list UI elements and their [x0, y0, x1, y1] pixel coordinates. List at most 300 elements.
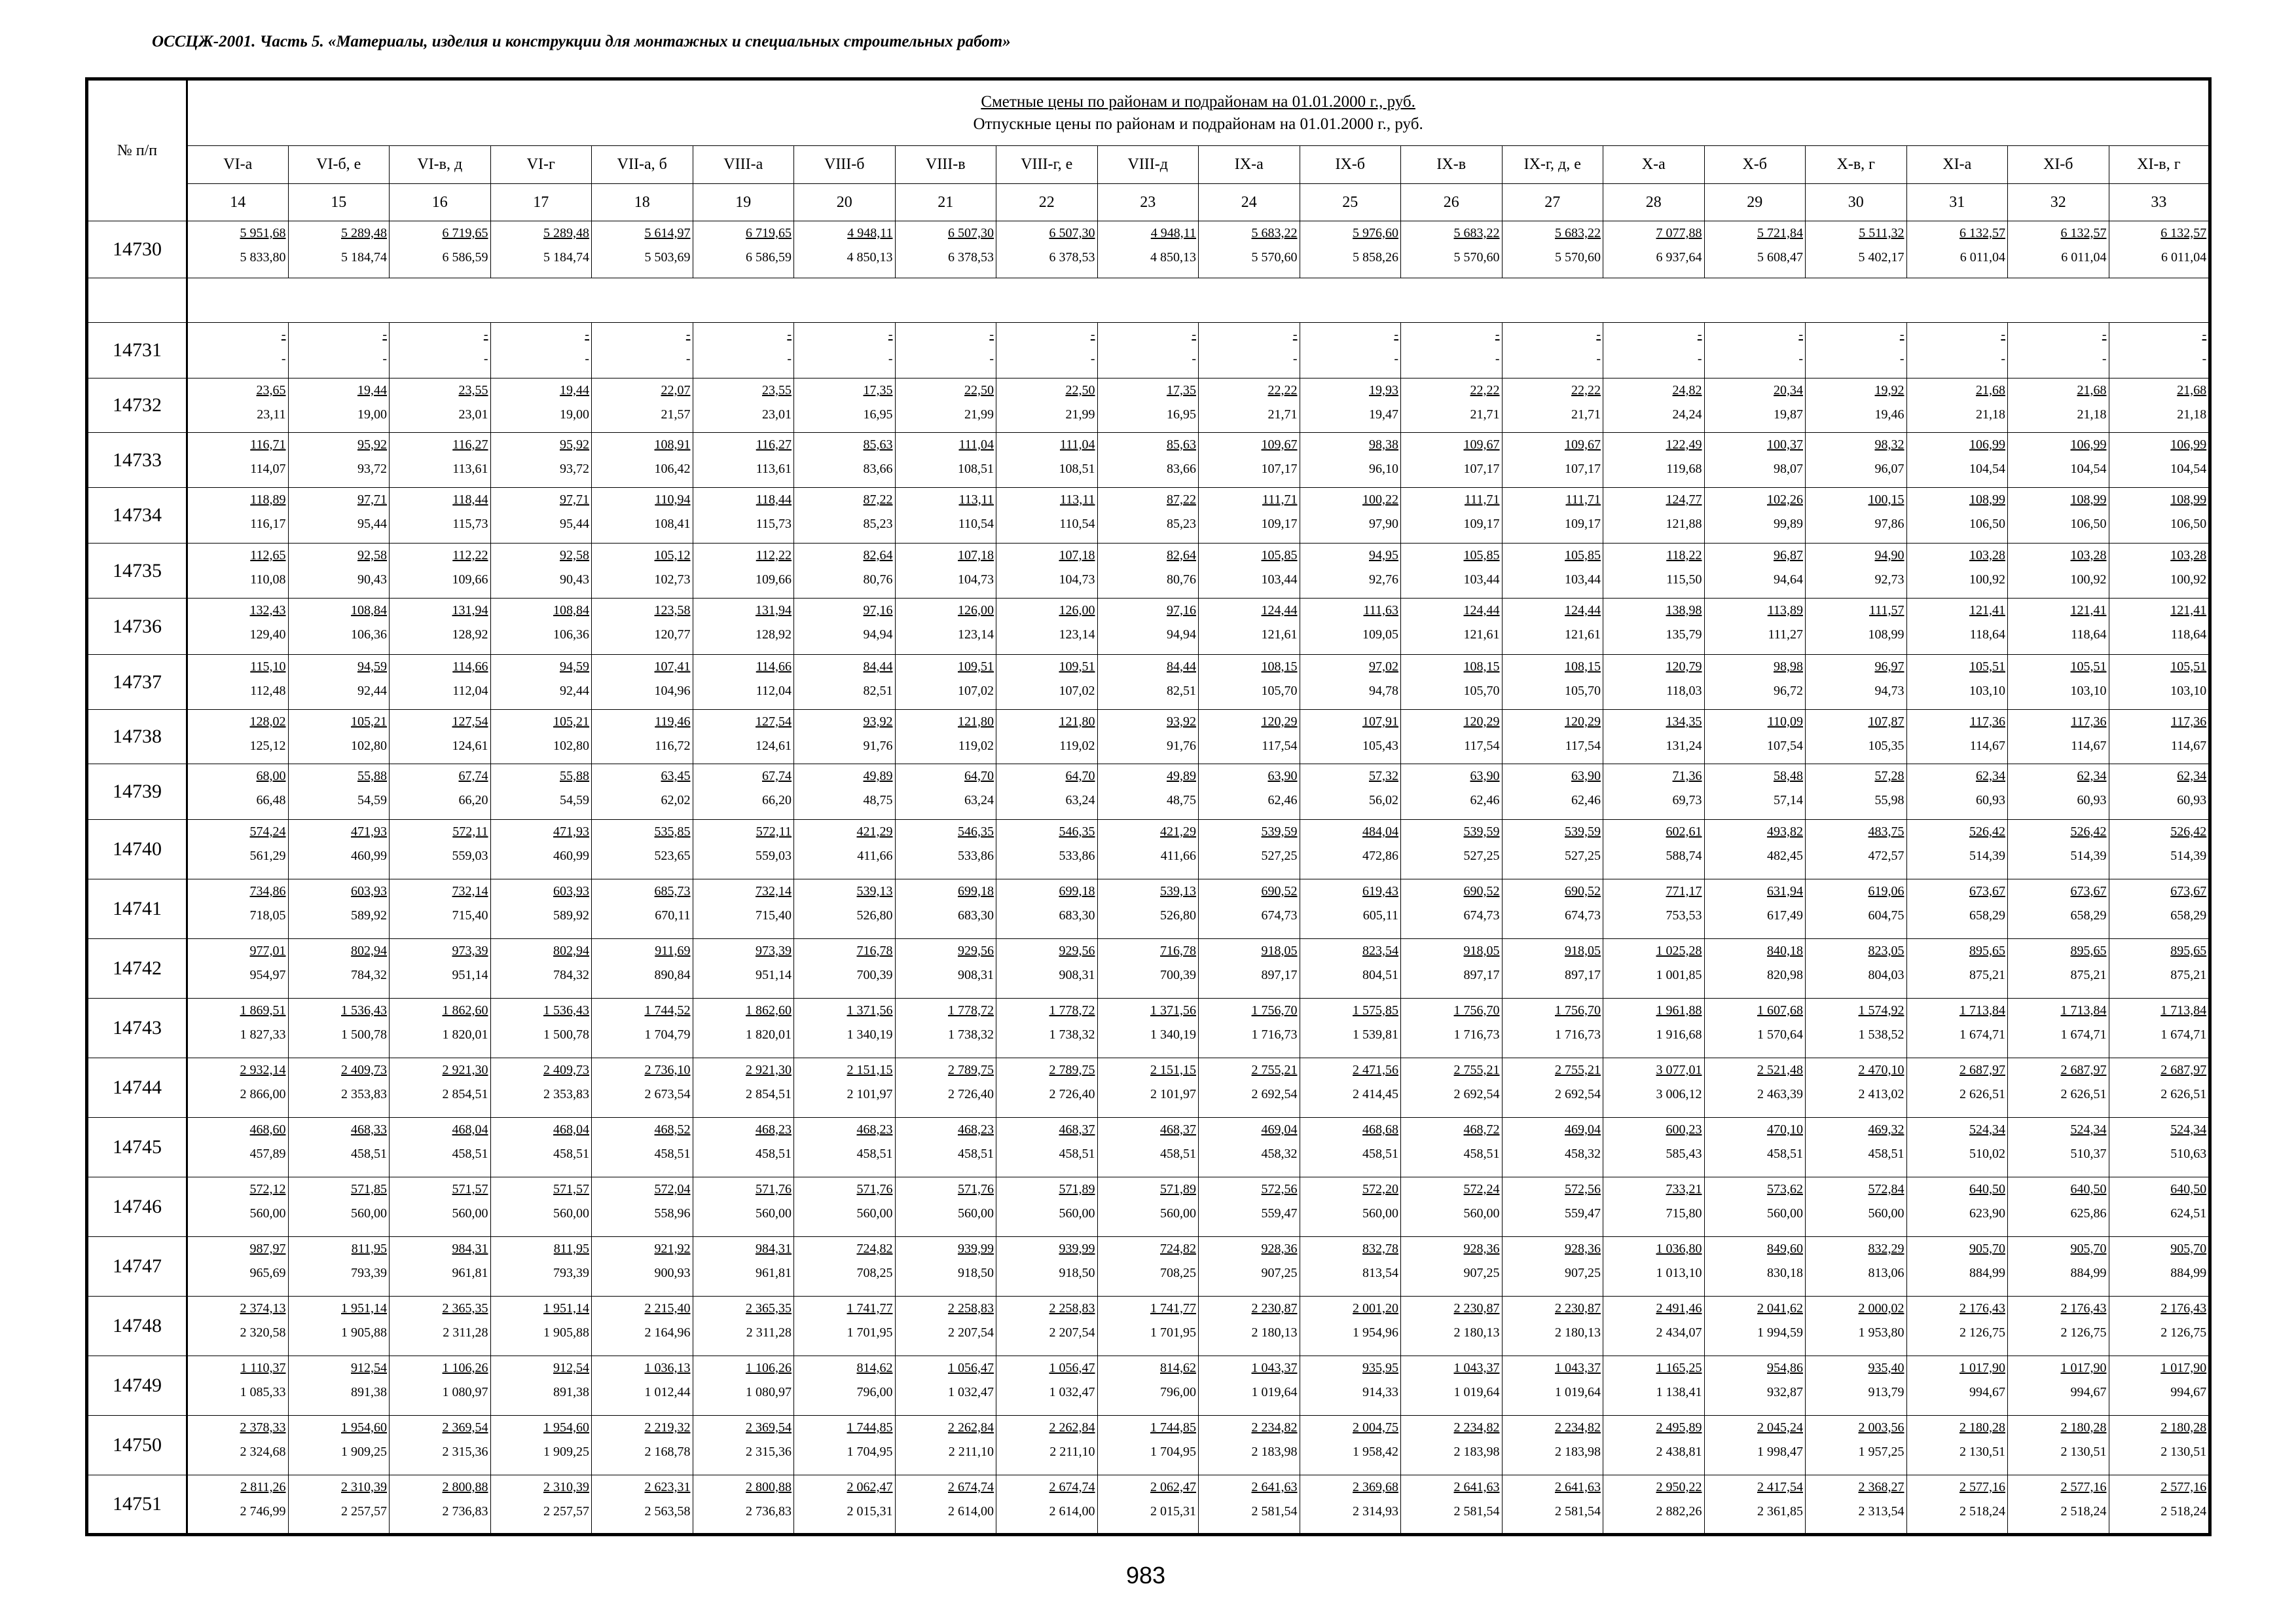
- estimated-price: 929,56: [958, 944, 994, 958]
- price-cell: [187, 378, 289, 433]
- estimated-price: 2 176,43: [2060, 1301, 2107, 1316]
- price-cell: [1502, 1475, 1603, 1535]
- table-row: [87, 1177, 2210, 1237]
- price-cell: [1097, 879, 1199, 939]
- price-cell: [1704, 221, 1806, 278]
- estimated-price: 2 495,89: [1656, 1420, 1702, 1435]
- release-price: 124,61: [756, 739, 792, 753]
- release-price: 5 570,60: [1555, 250, 1601, 265]
- estimated-price: 22,22: [1571, 383, 1601, 397]
- item-code: 14744: [87, 1058, 187, 1118]
- release-price: 2 736,83: [442, 1504, 488, 1519]
- release-price: 108,41: [654, 517, 691, 531]
- price-cell: [1502, 323, 1603, 378]
- price-cell: [2109, 1356, 2210, 1416]
- estimated-price: 2 789,75: [948, 1063, 994, 1077]
- region-header: VIII-в: [895, 146, 996, 184]
- price-cell: [1906, 221, 2008, 278]
- estimated-price: 63,90: [1571, 769, 1601, 783]
- estimated-price: 94,90: [1874, 548, 1904, 563]
- estimated-price: 103,28: [2170, 548, 2207, 563]
- estimated-price: -: [989, 327, 994, 342]
- estimated-price: 124,44: [1565, 603, 1601, 618]
- release-price: 918,50: [958, 1266, 994, 1280]
- release-price: 118,64: [2170, 627, 2207, 642]
- table-row: [87, 599, 2210, 655]
- release-price: -: [585, 352, 589, 366]
- release-price: 66,20: [458, 793, 488, 807]
- estimated-price: 100,22: [1362, 492, 1398, 507]
- estimated-price: 105,51: [1969, 659, 2005, 674]
- price-cell: [1097, 433, 1199, 488]
- region-header: VI-б, е: [288, 146, 390, 184]
- release-price: 658,29: [2070, 908, 2107, 923]
- item-code: 14730: [87, 221, 187, 278]
- estimated-price: 109,51: [958, 659, 994, 674]
- estimated-price: 1 744,85: [847, 1420, 893, 1435]
- release-price: 95,44: [560, 517, 589, 531]
- price-cell: [1401, 764, 1503, 820]
- estimated-price: 912,54: [553, 1361, 589, 1375]
- release-price: 804,03: [1868, 968, 1904, 982]
- price-cell: [592, 939, 693, 999]
- release-price: 1 019,64: [1251, 1385, 1298, 1399]
- price-cell: [1502, 939, 1603, 999]
- price-cell: [2008, 764, 2109, 820]
- price-cell: [187, 544, 289, 599]
- estimated-price: 1 056,47: [948, 1361, 994, 1375]
- price-cell: [693, 999, 794, 1058]
- price-cell: [592, 1118, 693, 1177]
- estimated-price: 571,89: [1160, 1182, 1196, 1196]
- price-cell: [1906, 1237, 2008, 1297]
- item-code: 14740: [87, 820, 187, 879]
- price-cell: [490, 221, 592, 278]
- release-price: 48,75: [863, 793, 893, 807]
- table-row: [87, 1297, 2210, 1356]
- estimated-price: 126,00: [958, 603, 994, 618]
- estimated-price: 111,04: [958, 437, 994, 452]
- price-cell: [390, 999, 491, 1058]
- price-cell: [390, 1297, 491, 1356]
- release-price: 1 674,71: [2160, 1027, 2207, 1042]
- release-price: 107,17: [1463, 462, 1500, 476]
- price-cell: [2109, 764, 2210, 820]
- price-cell: [1502, 1118, 1603, 1177]
- release-price: 458,51: [553, 1147, 589, 1161]
- estimated-price: 840,18: [1767, 944, 1803, 958]
- release-price: 753,53: [1666, 908, 1702, 923]
- estimated-price: 539,59: [1565, 824, 1601, 839]
- price-cell: [1502, 655, 1603, 710]
- estimated-price: 954,86: [1767, 1361, 1803, 1375]
- estimated-price: 105,85: [1261, 548, 1298, 563]
- price-cell: [693, 764, 794, 820]
- release-price: 108,99: [1868, 627, 1904, 642]
- table-row: [87, 488, 2210, 544]
- release-price: 96,07: [1874, 462, 1904, 476]
- estimated-price: 117,36: [2170, 714, 2207, 729]
- price-cell: [1300, 1356, 1401, 1416]
- estimated-price: 2 062,47: [847, 1480, 893, 1494]
- price-cell: [1502, 433, 1603, 488]
- estimated-price: 716,78: [1160, 944, 1196, 958]
- release-price: 2 314,93: [1353, 1504, 1398, 1519]
- release-price: 1 674,71: [1959, 1027, 2005, 1042]
- release-price: 99,89: [1774, 517, 1803, 531]
- estimated-price: 2 230,87: [1453, 1301, 1500, 1316]
- estimated-price: 2 378,33: [240, 1420, 286, 1435]
- estimated-price: 1 017,90: [2060, 1361, 2107, 1375]
- price-cell: [2109, 599, 2210, 655]
- price-cell: [490, 1118, 592, 1177]
- price-cell: [187, 1237, 289, 1297]
- price-cell: [1906, 1475, 2008, 1535]
- estimated-price: 911,69: [655, 944, 691, 958]
- release-price: 533,86: [958, 849, 994, 863]
- release-price: 2 257,57: [543, 1504, 589, 1519]
- price-cell: [1199, 378, 1300, 433]
- estimated-price: 802,94: [351, 944, 387, 958]
- release-price: 560,00: [1767, 1206, 1803, 1221]
- release-price: 119,02: [1059, 739, 1095, 753]
- release-price: 118,64: [1969, 627, 2005, 642]
- price-cell: [288, 488, 390, 544]
- release-price: 411,66: [1160, 849, 1196, 863]
- estimated-price: 2 409,73: [341, 1063, 387, 1077]
- price-cell: [592, 378, 693, 433]
- estimated-price: 21,68: [1976, 383, 2005, 397]
- price-cell: [1603, 1475, 1705, 1535]
- estimated-price: 2 369,54: [442, 1420, 488, 1435]
- estimated-price: -: [888, 327, 893, 342]
- release-price: 4 850,13: [1150, 250, 1196, 265]
- estimated-price: 572,11: [756, 824, 792, 839]
- release-price: 21,57: [661, 407, 691, 422]
- price-cell: [1806, 820, 1907, 879]
- price-cell: [895, 1297, 996, 1356]
- price-cell: [2008, 378, 2109, 433]
- release-price: 135,79: [1666, 627, 1702, 642]
- estimated-price: 1 713,84: [2060, 1003, 2107, 1018]
- estimated-price: 5 683,22: [1251, 226, 1298, 240]
- release-price: 109,05: [1362, 627, 1398, 642]
- estimated-price: 93,92: [1167, 714, 1196, 729]
- release-price: 560,00: [249, 1206, 286, 1221]
- estimated-price: 716,78: [856, 944, 893, 958]
- price-cell: [1300, 1118, 1401, 1177]
- estimated-price: 814,62: [1160, 1361, 1196, 1375]
- estimated-price: 1 954,60: [341, 1420, 387, 1435]
- release-price: 19,47: [1369, 407, 1398, 422]
- release-price: 458,32: [1565, 1147, 1601, 1161]
- column-number: 15: [288, 184, 390, 221]
- estimated-price: 5 976,60: [1353, 226, 1398, 240]
- release-price: 2 518,24: [2160, 1504, 2207, 1519]
- price-cell: [996, 1416, 1098, 1475]
- price-cell: [288, 939, 390, 999]
- price-cell: [288, 1475, 390, 1535]
- estimated-price: 17,35: [1167, 383, 1196, 397]
- release-price: 458,51: [856, 1147, 893, 1161]
- price-cell: [1502, 1416, 1603, 1475]
- release-price: 104,54: [2070, 462, 2107, 476]
- estimated-price: 2 004,75: [1353, 1420, 1398, 1435]
- column-number: 23: [1097, 184, 1199, 221]
- estimated-price: -: [1798, 327, 1803, 342]
- price-cell: [1603, 599, 1705, 655]
- estimated-price: 117,36: [1969, 714, 2005, 729]
- price-cell: [1704, 323, 1806, 378]
- release-price: 113,61: [452, 462, 488, 476]
- estimated-price: 1 741,77: [1150, 1301, 1196, 1316]
- price-cell: [1199, 764, 1300, 820]
- estimated-price: 2 755,21: [1555, 1063, 1601, 1077]
- price-cell: [996, 1356, 1098, 1416]
- estimated-price: 2 262,84: [1049, 1420, 1095, 1435]
- price-cell: [693, 1237, 794, 1297]
- price-cell: [390, 488, 491, 544]
- price-cell: [996, 1058, 1098, 1118]
- price-cell: [390, 1475, 491, 1535]
- price-cell: [1199, 1475, 1300, 1535]
- release-price: 1 820,01: [746, 1027, 792, 1042]
- estimated-price: 117,36: [2071, 714, 2107, 729]
- release-price: 90,43: [357, 572, 387, 587]
- release-price: 103,44: [1463, 572, 1500, 587]
- price-cell: [794, 820, 896, 879]
- release-price: 527,25: [1261, 849, 1298, 863]
- price-cell: [390, 939, 491, 999]
- estimated-price: 524,34: [1969, 1122, 2005, 1137]
- estimated-price: 1 536,43: [341, 1003, 387, 1018]
- price-cell: [693, 1416, 794, 1475]
- release-price: 472,86: [1362, 849, 1398, 863]
- price-cell: [1704, 599, 1806, 655]
- release-price: 2 311,28: [746, 1325, 792, 1340]
- column-number: 24: [1199, 184, 1300, 221]
- estimated-price: 732,14: [756, 884, 792, 898]
- price-cell: [1502, 1058, 1603, 1118]
- price-cell: [1806, 488, 1907, 544]
- price-cell: [1401, 939, 1503, 999]
- price-cell: [2008, 655, 2109, 710]
- estimated-price: 124,44: [1463, 603, 1500, 618]
- release-price: 94,94: [863, 627, 893, 642]
- release-price: 1 500,78: [543, 1027, 589, 1042]
- release-price: 2 614,00: [1049, 1504, 1095, 1519]
- release-price: 117,54: [1565, 739, 1601, 753]
- estimated-price: -: [281, 327, 286, 342]
- price-cell: [1300, 378, 1401, 433]
- estimated-price: 935,95: [1362, 1361, 1398, 1375]
- estimated-price: 2 262,84: [948, 1420, 994, 1435]
- release-price: 94,78: [1369, 684, 1398, 698]
- estimated-price: -: [1495, 327, 1500, 342]
- price-cell: [1502, 764, 1603, 820]
- release-price: 897,17: [1463, 968, 1500, 982]
- price-cell: [490, 1177, 592, 1237]
- release-price: 105,35: [1868, 739, 1904, 753]
- release-price: 5 570,60: [1251, 250, 1298, 265]
- release-price: 6 378,53: [948, 250, 994, 265]
- region-header: VI-в, д: [390, 146, 491, 184]
- column-number-row: [87, 184, 2210, 221]
- release-price: 961,81: [756, 1266, 792, 1280]
- release-price: 112,48: [250, 684, 286, 698]
- column-number: 19: [693, 184, 794, 221]
- release-price: 94,73: [1874, 684, 1904, 698]
- price-cell: [895, 1118, 996, 1177]
- release-price: 1 998,47: [1757, 1445, 1803, 1459]
- release-price: 105,70: [1261, 684, 1298, 698]
- price-cell: [1806, 544, 1907, 599]
- price-cell: [794, 599, 896, 655]
- release-price: 907,25: [1261, 1266, 1298, 1280]
- release-price: 708,25: [1160, 1266, 1196, 1280]
- estimated-price: 5 951,68: [240, 226, 286, 240]
- estimated-price: 1 165,25: [1656, 1361, 1702, 1375]
- release-price: 560,00: [553, 1206, 589, 1221]
- release-price: 80,76: [1167, 572, 1196, 587]
- estimated-price: 7 077,88: [1656, 226, 1702, 240]
- price-cell: [2109, 1177, 2210, 1237]
- price-cell: [1199, 820, 1300, 879]
- release-price: 2 315,36: [746, 1445, 792, 1459]
- price-cell: [1603, 433, 1705, 488]
- estimated-price: 120,29: [1463, 714, 1500, 729]
- price-cell: [1906, 1297, 2008, 1356]
- release-price: 2 207,54: [1049, 1325, 1095, 1340]
- price-cell: [390, 1058, 491, 1118]
- price-cell: [187, 820, 289, 879]
- release-price: 82,51: [1167, 684, 1196, 698]
- estimated-price: 2 674,74: [1049, 1480, 1095, 1494]
- price-cell: [693, 1356, 794, 1416]
- spacer-row: [87, 278, 2210, 323]
- estimated-price: 128,02: [249, 714, 286, 729]
- price-cell: [1300, 1416, 1401, 1475]
- estimated-price: 2 577,16: [2160, 1480, 2207, 1494]
- price-cell: [490, 1475, 592, 1535]
- estimated-price: 690,52: [1261, 884, 1298, 898]
- estimated-price: 849,60: [1767, 1242, 1803, 1256]
- release-price: 2 180,13: [1251, 1325, 1298, 1340]
- estimated-price: -: [2102, 327, 2107, 342]
- release-price: 2 882,26: [1656, 1504, 1702, 1519]
- price-cell: [1199, 710, 1300, 764]
- estimated-price: 2 215,40: [644, 1301, 691, 1316]
- release-price: 5 503,69: [644, 250, 691, 265]
- release-price: 121,61: [1463, 627, 1500, 642]
- estimated-price: 118,89: [250, 492, 286, 507]
- release-price: 63,24: [964, 793, 994, 807]
- estimated-price: 126,00: [1059, 603, 1095, 618]
- estimated-price: 95,92: [560, 437, 589, 452]
- release-price: 114,67: [2071, 739, 2107, 753]
- estimated-price: 82,64: [1167, 548, 1196, 563]
- release-price: 121,61: [1261, 627, 1298, 642]
- release-price: -: [1798, 352, 1803, 366]
- price-cell: [1199, 323, 1300, 378]
- price-cell: [1806, 764, 1907, 820]
- title-line-2: Отпускные цены по районам и подрайонам на 01.01.2000 г., руб.: [973, 115, 1423, 133]
- spacer-code-cell: [87, 278, 187, 323]
- estimated-price: 63,90: [1470, 769, 1500, 783]
- release-price: 21,71: [1470, 407, 1500, 422]
- release-price: -: [1192, 352, 1196, 366]
- price-cell: [1603, 1177, 1705, 1237]
- release-price: 124,61: [452, 739, 488, 753]
- release-price: 1 905,88: [341, 1325, 387, 1340]
- release-price: 884,99: [2070, 1266, 2107, 1280]
- release-price: 2 854,51: [746, 1087, 792, 1101]
- estimated-price: 107,18: [1059, 548, 1095, 563]
- release-price: 891,38: [553, 1385, 589, 1399]
- price-cell: [1906, 939, 2008, 999]
- price-cell: [390, 764, 491, 820]
- estimated-price: 120,29: [1261, 714, 1298, 729]
- table-title: [187, 79, 2210, 146]
- price-cell: [1097, 1237, 1199, 1297]
- estimated-price: 98,32: [1874, 437, 1904, 452]
- title-row: [87, 79, 2210, 146]
- estimated-price: 5 683,22: [1555, 226, 1601, 240]
- estimated-price: 106,99: [1969, 437, 2005, 452]
- estimated-price: 132,43: [249, 603, 286, 618]
- estimated-price: 895,65: [2070, 944, 2107, 958]
- release-price: 1 916,68: [1656, 1027, 1702, 1042]
- price-cell: [1704, 378, 1806, 433]
- price-cell: [1502, 544, 1603, 599]
- estimated-price: 468,72: [1463, 1122, 1500, 1137]
- release-price: 560,00: [756, 1206, 792, 1221]
- estimated-price: 108,99: [2170, 492, 2207, 507]
- price-cell: [288, 1237, 390, 1297]
- estimated-price: 602,61: [1666, 824, 1702, 839]
- release-price: 1 953,80: [1858, 1325, 1904, 1340]
- price-cell: [1199, 1297, 1300, 1356]
- price-cell: [1401, 544, 1503, 599]
- estimated-price: 19,92: [1874, 383, 1904, 397]
- price-cell: [187, 221, 289, 278]
- estimated-price: 105,12: [654, 548, 691, 563]
- release-price: 994,67: [1969, 1385, 2005, 1399]
- price-cell: [490, 1416, 592, 1475]
- price-cell: [794, 939, 896, 999]
- release-price: 715,80: [1666, 1206, 1702, 1221]
- release-price: 2 183,98: [1453, 1445, 1500, 1459]
- estimated-price: 771,17: [1666, 884, 1702, 898]
- release-price: 106,42: [654, 462, 691, 476]
- price-cell: [1199, 879, 1300, 939]
- column-number: 31: [1906, 184, 2008, 221]
- price-cell: [288, 599, 390, 655]
- estimated-price: 64,70: [964, 769, 994, 783]
- release-price: 560,00: [1059, 1206, 1095, 1221]
- price-cell: [895, 764, 996, 820]
- estimated-price: 67,74: [762, 769, 792, 783]
- estimated-price: 92,58: [560, 548, 589, 563]
- estimated-price: 2 041,62: [1757, 1301, 1803, 1316]
- release-price: 107,17: [1261, 462, 1298, 476]
- estimated-price: 105,51: [2070, 659, 2107, 674]
- estimated-price: 2 151,15: [847, 1063, 893, 1077]
- estimated-price: 2 755,21: [1251, 1063, 1298, 1077]
- price-cell: [187, 1475, 289, 1535]
- estimated-price: 468,52: [654, 1122, 691, 1137]
- price-cell: [2008, 710, 2109, 764]
